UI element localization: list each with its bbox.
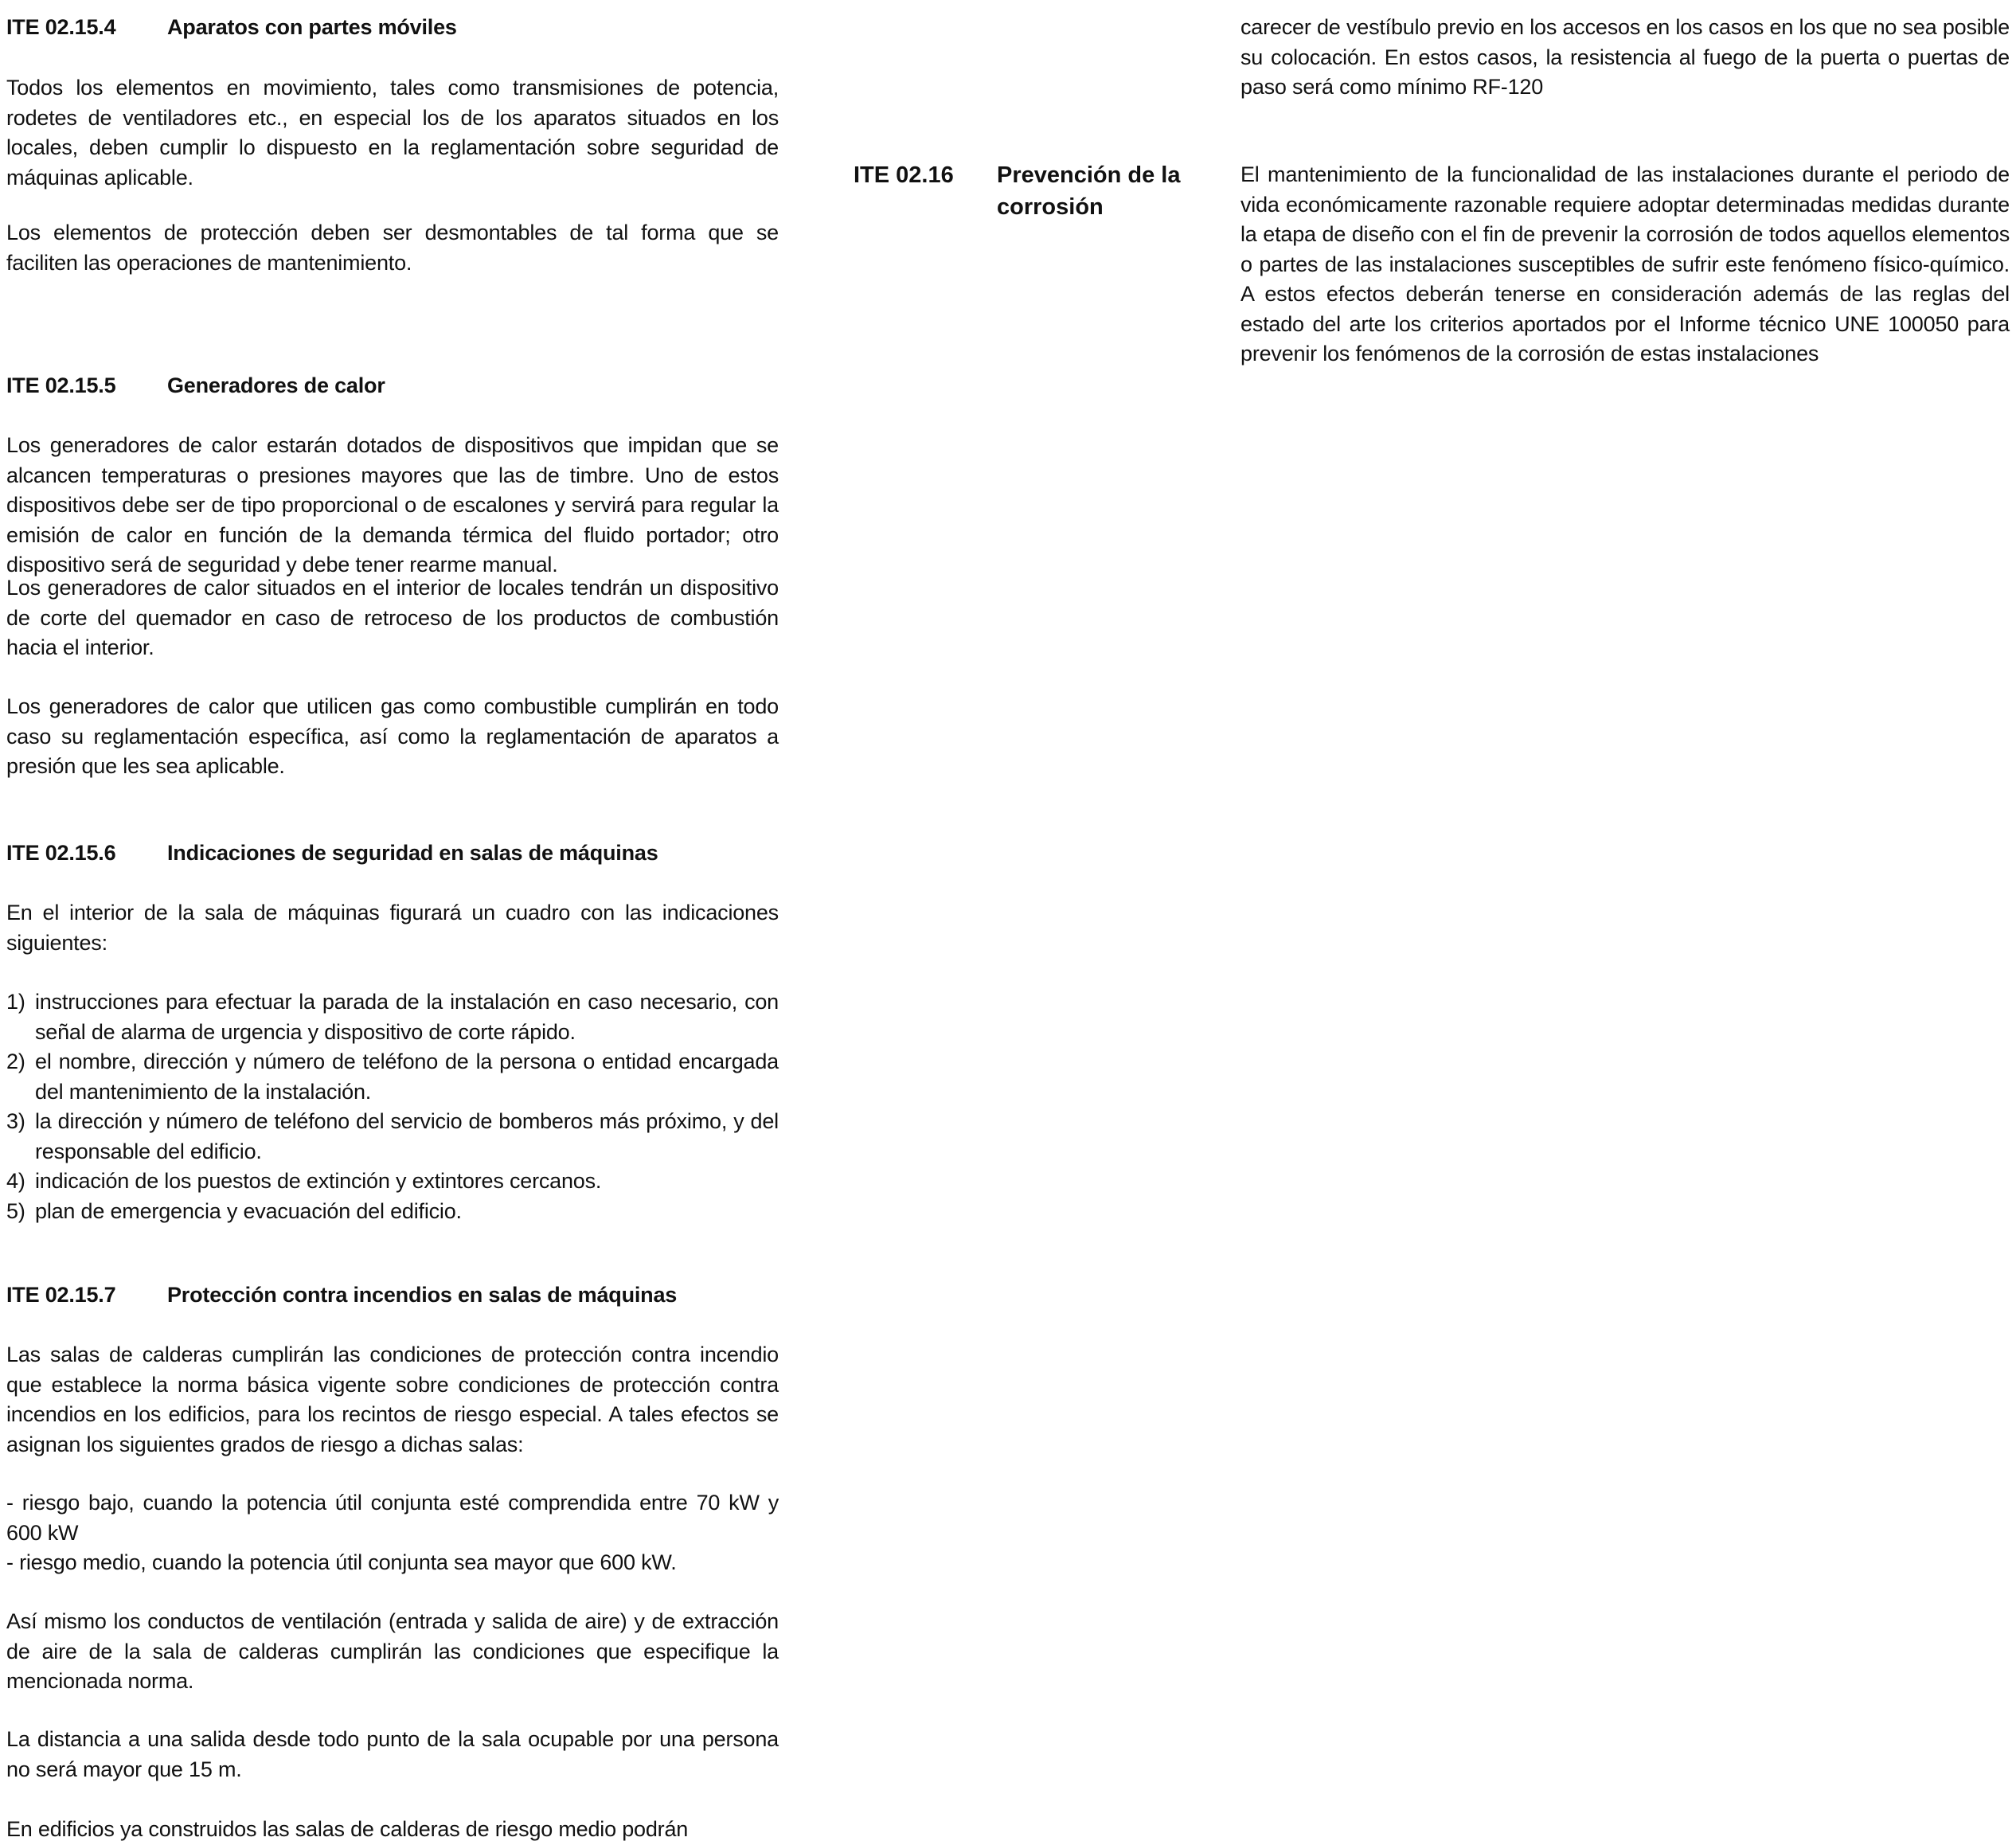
paragraph-text: En el interior de la sala de máquinas figurará un cuadro con las indicaciones siguientes: bbox=[6, 901, 779, 955]
section-title: Indicaciones de seguridad en salas de máquinas bbox=[167, 841, 658, 865]
list-item-text: el nombre, dirección y número de teléfono de la persona o entidad encargada del mantenimiento de la instalación. bbox=[35, 1050, 779, 1104]
risk-definitions bbox=[6, 1488, 779, 1578]
paragraph bbox=[6, 218, 779, 278]
paragraph bbox=[6, 1607, 779, 1697]
list-number: 3) bbox=[6, 1109, 25, 1133]
risk-low: - riesgo bajo, cuando la potencia útil conjunta esté comprendida entre 70 kW y 600 kW bbox=[6, 1491, 779, 1545]
paragraph-text: Los generadores de calor estarán dotados de dispositivos que impidan que se alcancen temperaturas o presiones mayores que las de timbre. Uno de estos dispositivos debe ser de tipo proporcional o de escalones y servirá para regular la emisión de calor en función de la demanda térmica del fluido portador; otro dispositivo será de seguridad y debe tener rearme manual. bbox=[6, 433, 779, 577]
paragraph bbox=[6, 1815, 779, 1845]
list-number: 4) bbox=[6, 1169, 25, 1193]
list-item bbox=[6, 987, 779, 1047]
section-title-02-16: Prevención de la corrosión bbox=[997, 162, 1181, 220]
section-title: Aparatos con partes móviles bbox=[167, 15, 457, 39]
paragraph-text: Así mismo los conductos de ventilación (entrada y salida de aire) y de extracción de aire de la sala de calderas cumplirán las condiciones que especifique la mencionada norma. bbox=[6, 1609, 779, 1693]
paragraph bbox=[6, 1340, 779, 1460]
risk-medium: - riesgo medio, cuando la potencia útil conjunta sea mayor que 600 kW. bbox=[6, 1550, 677, 1574]
section-code: ITE 02.15.7 bbox=[6, 1283, 116, 1307]
list-item-text: indicación de los puestos de extinción y extintores cercanos. bbox=[35, 1169, 602, 1193]
paragraph-text: En edificios ya construidos las salas de calderas de riesgo medio podrán bbox=[6, 1817, 689, 1841]
list-item bbox=[6, 1167, 779, 1197]
section-code-02-16: ITE 02.16 bbox=[854, 162, 954, 188]
paragraph bbox=[6, 898, 779, 958]
section-code: ITE 02.15.4 bbox=[6, 15, 116, 39]
paragraph bbox=[6, 573, 779, 663]
list-item-text: la dirección y número de teléfono del servicio de bomberos más próximo, y del responsable del edificio. bbox=[35, 1109, 779, 1163]
list-item bbox=[6, 1047, 779, 1107]
paragraph-text: El mantenimiento de la funcionalidad de las instalaciones durante el periodo de vida económicamente razonable requiere adoptar determinadas medidas durante la etapa de diseño con el fin de prevenir la corrosión de todos aquellos elementos o partes de las instalaciones susceptibles de sufrir este fenómeno físico-químico. A estos efectos deberán tenerse en consideración además de las reglas del estado del arte los criterios aportados por el Informe técnico UNE 100050 para prevenir los fenómenos de la corrosión de estas instalaciones bbox=[1240, 162, 2010, 365]
section-title: Generadores de calor bbox=[167, 373, 385, 397]
paragraph bbox=[6, 1725, 779, 1784]
list-number: 5) bbox=[6, 1198, 25, 1223]
section-code: ITE 02.15.6 bbox=[6, 841, 116, 865]
section-heading-02-15-6 bbox=[6, 838, 658, 868]
section-heading-02-15-5 bbox=[6, 371, 385, 401]
list-number: 2) bbox=[6, 1050, 25, 1073]
section-heading-02-15-7 bbox=[6, 1280, 677, 1310]
continuation-paragraph bbox=[1240, 13, 2010, 103]
list-item-text: instrucciones para efectuar la parada de la instalación en caso necesario, con señal de alarma de urgencia y dispositivo de corte rápido. bbox=[35, 990, 779, 1044]
paragraph-text: Todos los elementos en movimiento, tales como transmisiones de potencia, rodetes de ventiladores etc., en especial los de los aparatos situados en los locales, deben cumplir lo dispuesto en la reglamentación sobre seguridad de máquinas aplicable. bbox=[6, 76, 779, 190]
paragraph-text: Los generadores de calor situados en el interior de locales tendrán un dispositivo de corte del quemador en caso de retroceso de los productos de combustión hacia el interior. bbox=[6, 576, 779, 659]
paragraph-text: Los elementos de protección deben ser desmontables de tal forma que se faciliten las operaciones de mantenimiento. bbox=[6, 221, 779, 275]
paragraph bbox=[6, 73, 779, 193]
list-item bbox=[6, 1107, 779, 1167]
paragraph-text: Los generadores de calor que utilicen gas como combustible cumplirán en todo caso su reglamentación específica, así como la reglamentación de aparatos a presión que les sea aplicable. bbox=[6, 694, 779, 778]
paragraph-02-16 bbox=[1240, 160, 2010, 369]
section-code: ITE 02.15.5 bbox=[6, 373, 116, 397]
paragraph-text: carecer de vestíbulo previo en los accesos en los casos en los que no sea posible su colocación. En estos casos, la resistencia al fuego de la puerta o puertas de paso será como mínimo RF-120 bbox=[1240, 15, 2010, 99]
section-title: Protección contra incendios en salas de máquinas bbox=[167, 1283, 678, 1307]
list-item-text: plan de emergencia y evacuación del edificio. bbox=[35, 1198, 462, 1223]
paragraph bbox=[6, 692, 779, 782]
paragraph-text: La distancia a una salida desde todo punto de la sala ocupable por una persona no será mayor que 15 m. bbox=[6, 1727, 779, 1781]
safety-indications-list bbox=[6, 987, 779, 1226]
list-number: 1) bbox=[6, 990, 25, 1014]
section-heading-02-15-4 bbox=[6, 13, 457, 42]
paragraph bbox=[6, 431, 779, 580]
paragraph-text: Las salas de calderas cumplirán las condiciones de protección contra incendio que establece la norma básica vigente sobre condiciones de protección contra incendios en los edificios, para los recintos de riesgo especial. A tales efectos se asignan los siguientes grados de riesgo a dichas salas: bbox=[6, 1343, 779, 1456]
list-item bbox=[6, 1197, 779, 1227]
